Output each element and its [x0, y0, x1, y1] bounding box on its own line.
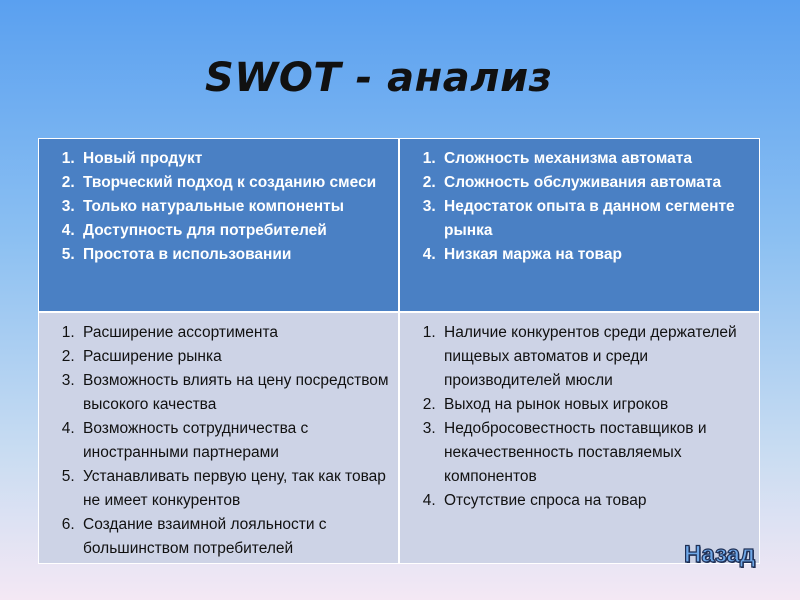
list-item: 1. Расширение ассортимента: [79, 321, 390, 345]
threats-list: [404, 321, 751, 513]
list-item: 1. Новый продукт: [79, 147, 390, 171]
list-item: 3. Только натуральные компоненты: [79, 195, 390, 219]
list-item: 2. Расширение рынка: [79, 345, 390, 369]
list-item: 1. Сложность механизма автомата: [440, 147, 751, 171]
weaknesses-list: [404, 147, 751, 267]
strengths-cell: [38, 138, 399, 312]
list-item: 4. Возможность сотрудничества с иностранными партнерами: [79, 417, 390, 465]
list-item: 3. Недобросовестность поставщиков и некачественность поставляемых компонентов: [440, 417, 751, 489]
list-item: 5. Простота в использовании: [79, 243, 390, 267]
strengths-list: [43, 147, 390, 267]
opportunities-cell: [38, 312, 399, 564]
list-item: 3. Возможность влиять на цену посредством высокого качества: [79, 369, 390, 417]
threats-cell: [399, 312, 760, 564]
list-item: 5. Устанавливать первую цену, так как товар не имеет конкурентов: [79, 465, 390, 513]
list-item: 4. Отсутствие спроса на товар: [440, 489, 751, 513]
opportunities-list: [43, 321, 390, 561]
page-title: SWOT - анализ: [205, 55, 553, 101]
list-item: 1. Наличие конкурентов среди держателей пищевых автоматов и среди производителей мюсли: [440, 321, 751, 393]
swot-table: [38, 138, 760, 564]
list-item: 4. Низкая маржа на товар: [440, 243, 751, 267]
list-item: 2. Выход на рынок новых игроков: [440, 393, 751, 417]
list-item: 3. Недостаток опыта в данном сегменте рынка: [440, 195, 751, 243]
back-button[interactable]: Назад: [684, 541, 756, 568]
weaknesses-cell: [399, 138, 760, 312]
list-item: 4. Доступность для потребителей: [79, 219, 390, 243]
list-item: 6. Создание взаимной лояльности с большинством потребителей: [79, 513, 390, 561]
list-item: 2. Творческий подход к созданию смеси: [79, 171, 390, 195]
list-item: 2. Сложность обслуживания автомата: [440, 171, 751, 195]
